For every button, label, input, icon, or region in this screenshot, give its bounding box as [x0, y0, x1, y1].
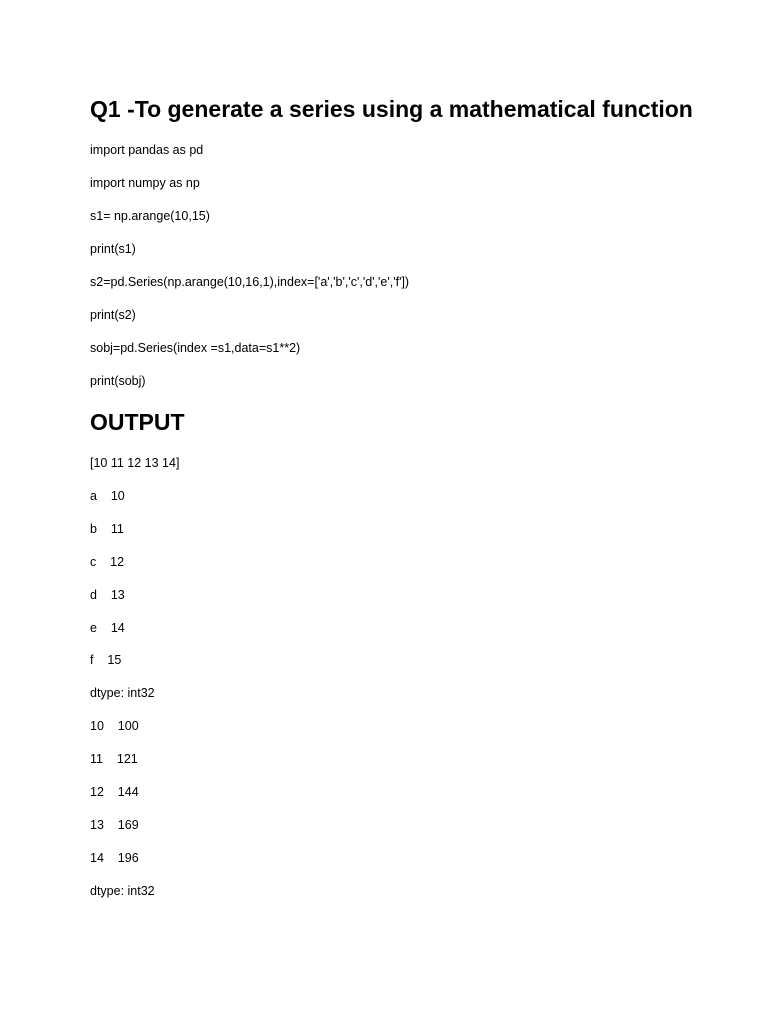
output-line: b 11 — [90, 522, 124, 536]
output-line: dtype: int32 — [90, 686, 155, 700]
code-line: sobj=pd.Series(index =s1,data=s1**2) — [90, 341, 301, 355]
output-line: c 12 — [90, 555, 125, 569]
code-line: print(s1) — [90, 242, 136, 256]
output-line: a 10 — [90, 489, 125, 503]
output-line: 12 144 — [90, 785, 139, 799]
output-line: 11 121 — [90, 752, 138, 766]
output-line: [10 11 12 13 14] — [90, 456, 180, 470]
code-line: import numpy as np — [90, 176, 200, 190]
code-line: print(sobj) — [90, 374, 146, 388]
output-line: f 15 — [90, 653, 122, 667]
output-line: 10 100 — [90, 719, 139, 733]
output-line: 13 169 — [90, 818, 139, 832]
code-line: s2=pd.Series(np.arange(10,16,1),index=['a','b','c','d','e','f']) — [90, 275, 410, 289]
output-line: dtype: int32 — [90, 884, 155, 898]
output-heading: OUTPUT — [90, 409, 185, 435]
question-title: Q1 -To generate a series using a mathematical function — [90, 96, 693, 122]
code-line: s1= np.arange(10,15) — [90, 209, 210, 223]
code-line: import pandas as pd — [90, 143, 204, 157]
output-line: 14 196 — [90, 851, 139, 865]
output-line: e 14 — [90, 621, 125, 635]
code-line: print(s2) — [90, 308, 136, 322]
output-line: d 13 — [90, 588, 125, 602]
